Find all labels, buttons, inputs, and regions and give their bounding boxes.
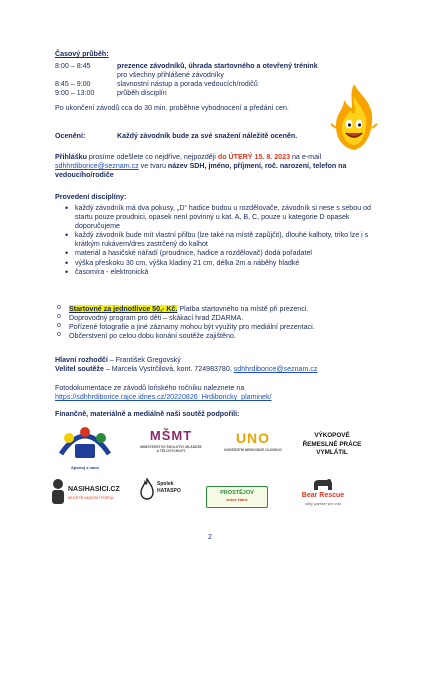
nasihasici-mark: NASIHASICI.CZ bbox=[68, 486, 120, 493]
registration-lead: Přihlášku bbox=[55, 153, 87, 161]
notes-list bbox=[55, 305, 375, 341]
photos-link[interactable]: https://sdhhrdiborice.rajce.idnes.cz/20220826_Hrdiboricky_plaminek/ bbox=[55, 393, 272, 402]
list-item: • materiál a hasičské nářadí (proudnice, hadice a rozdělovač) dodá pořadatel bbox=[63, 249, 375, 258]
registration-deadline: do ÚTERÝ 15. 8. 2023 bbox=[217, 153, 291, 161]
disciplines-section bbox=[55, 193, 375, 277]
list-item: o Občerstvení po celou dobu konání soutěže zajištěno. bbox=[55, 332, 375, 341]
registration-text: na e-mail bbox=[290, 153, 322, 161]
leader-line bbox=[55, 365, 385, 374]
schedule-text: prezence závodníků, úhrada startovného a otevřený trénink bbox=[117, 62, 318, 71]
sponsors-heading: Finančně, materiálně a mediálně naši soutěž podpořili: bbox=[55, 410, 240, 418]
prostejov-mark: PROSTĚJOV bbox=[220, 490, 254, 496]
disciplines-heading: Provedení disciplíny: bbox=[55, 193, 127, 201]
officials-section bbox=[55, 356, 385, 374]
list-item: • časomíra - elektronická bbox=[63, 268, 375, 277]
referee-name: – František Gregovský bbox=[107, 356, 181, 364]
msmt-sub: MINISTERSTVO ŠKOLSTVÍ, MLÁDEŽE A TĚLOVÝCHOVY bbox=[140, 444, 202, 453]
photos-section bbox=[55, 384, 385, 402]
award-line bbox=[55, 132, 365, 141]
vvr-logo: VÝKOPOVÉ ŘEMESLNÉ PRÁCE VYMLÁTIL bbox=[302, 432, 362, 456]
award-label: Ocenění: bbox=[55, 132, 86, 140]
schedule-row bbox=[55, 62, 365, 71]
uno-sub: UNIVERZITNÍ NEMOCNICE OLOMOUC bbox=[224, 447, 282, 452]
schedule-row bbox=[55, 71, 365, 80]
schedule-time: 8:00 – 8:45 bbox=[55, 62, 91, 71]
schedule-time: 8:45 – 9:00 bbox=[55, 80, 91, 89]
uno-logo bbox=[222, 430, 284, 470]
fee-highlight: Startovné za jednotlivce 50,- Kč. bbox=[69, 305, 178, 313]
bear-rescue-sub: silný partner pro vás bbox=[304, 501, 341, 506]
leader-name: – Marcela Vystrčilová, kont. 724983780, bbox=[103, 365, 234, 374]
schedule-time: 9:00 – 13:00 bbox=[55, 89, 95, 98]
photos-text: Fotodokumentace ze závodů loňského ročníku naleznete na bbox=[55, 384, 245, 392]
award-text: Každý závodník bude za své snažení náležitě oceněn. bbox=[117, 132, 298, 140]
list-item: • každý závodník bude mít vlastní přilbu (lze také na místě zapůjčit), dlouhé kalhoty, triko lze i s krátkým rukávem/dres zastrčený do kalhot bbox=[63, 231, 375, 249]
firefighter-icon bbox=[48, 478, 68, 506]
schedule-text: průběh disciplín bbox=[117, 89, 167, 98]
registration-email-link[interactable]: sdhhrdiborice@seznam.cz bbox=[55, 162, 139, 171]
schedule-row bbox=[55, 80, 365, 89]
registration-text: ve tvaru bbox=[138, 162, 168, 171]
disciplines-list bbox=[63, 204, 375, 277]
notes-section bbox=[55, 305, 375, 341]
sport-logo bbox=[55, 424, 115, 470]
sport-label: Sportuj s námi bbox=[71, 465, 99, 471]
leader-email-link[interactable]: sdhhrdiborice@seznam.cz bbox=[233, 365, 318, 374]
list-item bbox=[55, 305, 375, 314]
schedule-text: slavnostní nástup a porada vedoucích/rodičů bbox=[117, 80, 258, 89]
sport-emblem-icon bbox=[55, 424, 115, 462]
hataspo-label: HATASPO bbox=[157, 488, 181, 494]
msmt-logo bbox=[140, 428, 202, 472]
registration-text: prosíme odešlete co nejdříve, nejpozději bbox=[86, 153, 218, 161]
schedule-time bbox=[55, 71, 117, 80]
bear-rescue-logo bbox=[288, 478, 358, 514]
msmt-mark: MŠMT bbox=[149, 428, 193, 443]
schedule-heading: Časový průběh: bbox=[55, 50, 109, 58]
list-item: • výška přeskoku 30 cm, výška kladiny 21 cm, délka 2m a náběhy hladké bbox=[63, 259, 375, 268]
registration-format: název SDH, jméno, příjmení, roč. narození, telefon na vedoucího/rodiče bbox=[55, 162, 347, 180]
prostejov-logo bbox=[206, 486, 268, 508]
fee-text: Platba startovného na místě při prezenci. bbox=[177, 305, 309, 313]
bear-icon bbox=[312, 478, 334, 492]
schedule-after: Po ukončení závodů cca do 30 min. proběhne vyhodnocení a předání cen. bbox=[55, 104, 289, 113]
hataspo-logo bbox=[140, 478, 200, 508]
registration-paragraph bbox=[55, 153, 375, 180]
leader-label: Velitel soutěže bbox=[55, 365, 104, 374]
referee-line bbox=[55, 356, 385, 365]
referee-label: Hlavní rozhodčí bbox=[55, 356, 108, 364]
list-item: o Pořízené fotografie a jiné záznamy mohou být využity pro mediální prezentaci. bbox=[55, 323, 375, 332]
spolek-label: Spolek bbox=[157, 481, 174, 487]
flame-mascot-icon bbox=[330, 82, 378, 154]
prostejov-sub: srdce Hané bbox=[226, 497, 248, 503]
page-number: 2 bbox=[208, 534, 212, 541]
nasihasici-sub: NEJVĚTŠÍ HASIČSKÝ PORTÁL bbox=[68, 496, 114, 500]
uno-mark: UNO bbox=[235, 430, 271, 446]
schedule-text: pro všechny přihlášené závodníky bbox=[117, 71, 224, 80]
list-item: o Doprovodný program pro děti – skákací hrad ZDARMA. bbox=[55, 314, 375, 323]
nasihasici-logo bbox=[48, 478, 120, 518]
schedule-section bbox=[55, 50, 365, 113]
list-item: • každý závodník má dva pokusy, „D“ hadice budou u rozdělovače, závodník si nese s sebou od startu pouze proudnici, opasek není povinný u kat. A, B, C, pouze u kategorie D opasek doporučujeme bbox=[63, 204, 375, 231]
schedule-row bbox=[55, 89, 365, 98]
flame-outline-icon bbox=[140, 478, 154, 500]
bear-rescue-mark: Bear Rescue bbox=[301, 492, 345, 499]
